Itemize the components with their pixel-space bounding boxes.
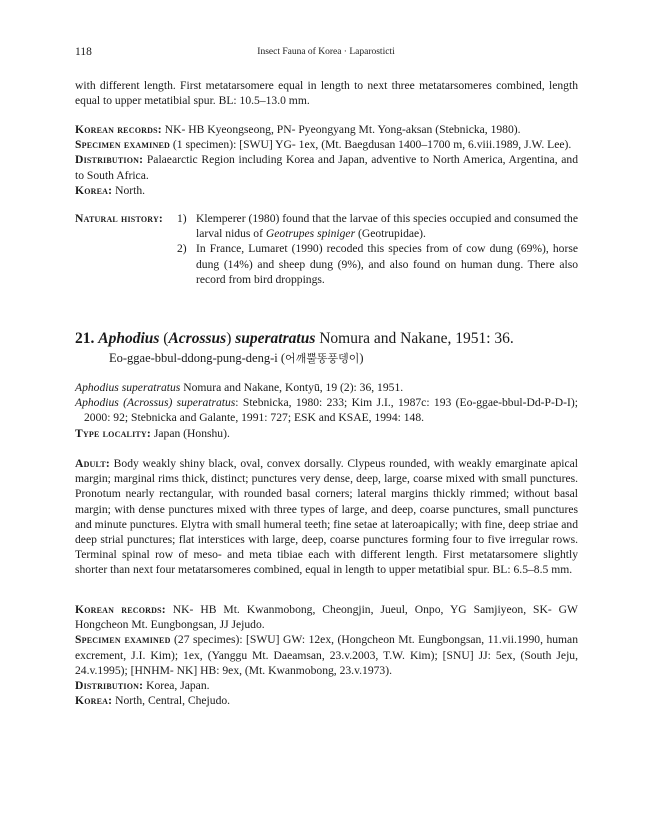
page-number: 118 (75, 46, 92, 58)
item-number: 1) (177, 212, 187, 225)
distribution-paragraph (75, 152, 578, 182)
adult-description-block (75, 456, 578, 578)
specimen-examined-text: (27 specimes): [SWU] GW: 12ex, (Hongcheon Mt. Eungbongsan, 11.vii.1990, human excrement, J.I. Kim); 1ex, (Yanggu Mt. Daeamsan, 23.v.2003, T.W. Kim); [SNU] JJ: 5ex, (South Jeju, 24.v.1995); [HNHM- NK] HB: 9ex, (Mt. Kwanmobong, 23.v.1973). (75, 633, 578, 677)
korea-paragraph (75, 183, 578, 198)
korea-text: North. (115, 183, 146, 197)
citation-2 (75, 395, 578, 425)
distribution-text: Korea, Japan. (146, 679, 210, 693)
korean-records-text: NK- HB Kyeongseong, PN- Pyeongyang Mt. Yong-aksan (Stebnicka, 1980). (164, 123, 521, 136)
species-authority: Nomura and Nakane, 1951: 36. (319, 330, 514, 347)
continuation-block (75, 78, 578, 108)
species-subgenus: Acrossus (168, 330, 227, 347)
korean-records-text: NK- HB Mt. Kwanmobong, Cheongjin, Jueul, Onpo, YG Samjiyeon, SK- GW Hongcheon Mt. Eungbongsan, JJ Jejudo. (75, 603, 579, 632)
species-heading-block (75, 329, 578, 368)
distribution-label: Distribution: (75, 679, 144, 693)
adult-description (75, 456, 578, 578)
korea-paragraph (75, 693, 578, 708)
natural-history-list (177, 211, 578, 287)
distribution-label: Distribution: (75, 153, 144, 167)
specimen-examined-paragraph (75, 137, 578, 152)
common-name-korean: 어깨뿔똥풍뎅이 (285, 352, 360, 365)
species-common-name: Eo-ggae-bbul-ddong-pung-deng-i (어깨뿔똥풍뎅이) (109, 351, 364, 365)
natural-history-item (177, 211, 578, 241)
korean-records-label: Korean records: (75, 123, 162, 136)
previous-species-records (75, 122, 578, 198)
distribution-paragraph (75, 678, 578, 693)
natural-history-item (177, 241, 578, 287)
running-title: Insect Fauna of Korea · Laparosticti (257, 47, 395, 57)
type-locality-label: Type locality: (75, 426, 151, 440)
synonymy-block (75, 380, 578, 441)
continuation-paragraph: with different length. First metatarsomere equal in length to next three metatarsomeres combined, length equal to upper metatibial spur. BL: 10.5–13.0 mm. (75, 79, 578, 108)
korea-text: North, Central, Chejudo. (115, 694, 231, 708)
korean-records-label: Korean records: (75, 603, 166, 616)
item-text-end: (Geotrupidae). (358, 227, 426, 241)
species-records (75, 602, 578, 708)
natural-history-label: Natural history: (75, 212, 163, 225)
item-number: 2) (177, 242, 187, 256)
item-text: Klemperer (1980) found that the larvae of this species occupied and consumed the larval nidus of (196, 212, 578, 241)
species-genus: Aphodius (98, 330, 160, 347)
korean-records-paragraph (75, 122, 578, 137)
running-header (75, 45, 577, 59)
citation-taxon: Aphodius (Acrossus) superatratus (75, 396, 236, 410)
specimen-examined-label: Specimen examined (75, 138, 170, 152)
adult-label: Adult: (75, 457, 110, 470)
citation-taxon: Aphodius superatratus (75, 381, 181, 394)
species-number: 21. (75, 330, 95, 347)
type-locality (75, 426, 578, 441)
species-heading: 21. Aphodius (Acrossus) superatratus Nomura and Nakane, 1951: 36. (75, 330, 514, 347)
citation-1 (75, 380, 578, 395)
distribution-text: Palaearctic Region including Korea and Japan, adventive to North America, Argentina, and to South Africa. (75, 153, 578, 182)
citation-text: : Stebnicka, 1980: 233; Kim J.I., 1987c: 193 (Eo-ggae-bbul-Dd-P-D-I); 2000: 92; Stebnicka and Galante, 1991: 727; ESK and KSAE, 1994: 148. (84, 396, 578, 425)
item-taxon: Geotrupes spiniger (265, 227, 356, 241)
citation-text: Nomura and Nakane, Kontyū, 19 (2): 36, 1951. (183, 381, 404, 394)
item-text: In France, Lumaret (1990) recoded this species from of cow dung (69%), horse dung (14%) and sheep dung (9%), and also found on human dung. There also record from bird droppings. (196, 242, 578, 286)
korean-records-paragraph (75, 602, 578, 632)
specimen-examined-label: Specimen examined (75, 633, 171, 647)
specimen-examined-text: (1 specimen): [SWU] YG- 1ex, (Mt. Baegdusan 1400–1700 m, 6.viii.1989, J.W. Lee). (172, 138, 572, 152)
common-name-romanized: Eo-ggae-bbul-ddong-pung-deng-i (109, 351, 278, 365)
natural-history-block (75, 211, 578, 287)
specimen-examined-paragraph (75, 632, 578, 678)
korea-label: Korea: (75, 183, 113, 197)
type-locality-text: Japan (Honshu). (153, 426, 230, 440)
korea-label: Korea: (75, 694, 113, 708)
species-epithet: superatratus (235, 330, 316, 347)
adult-text: Body weakly shiny black, oval, convex dorsally. Clypeus rounded, with weakly emarginate apical margin; marginal rims thick, distinct; punctures very dense, deep, large, coarse mixed with small punctures. Pronotum nearly rectangular, with rounded basal corners; lateral margins thickly rimmed; without basal margin; with dense punctures mixed with three types of large, and deep, coarse punctures, small punctures and minute punctures. Elytra with small humeral teeth; fine setae at lateroapically; with fine, deep striae and deep strial punctures; flat interstices with large, deep, coarse punctures forming four to five irregular rows. Terminal spinal row of meso- and meta tibiae each with different length. First metatarsomere slightly shorter than next four metatarsomeres combined, equal in length to upper metatibial spur. BL: 6.5–8.5 mm. (75, 457, 578, 577)
